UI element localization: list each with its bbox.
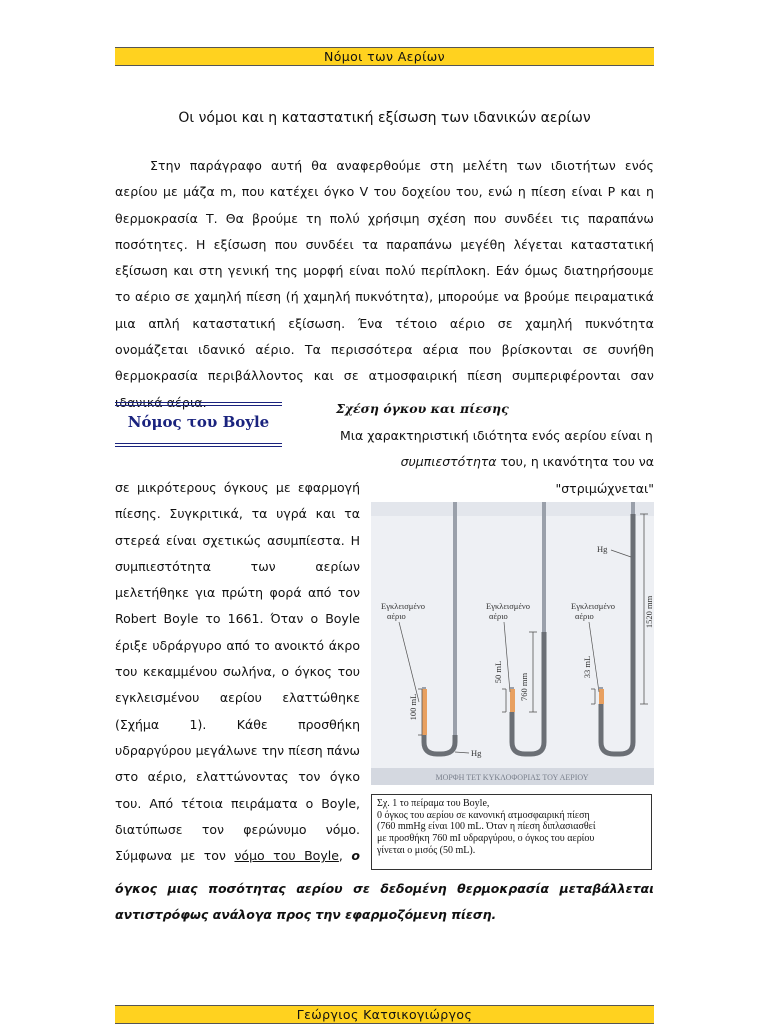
figure-illustration xyxy=(371,502,654,785)
boyle-law-link[interactable]: νόμο του Boyle xyxy=(234,848,339,864)
gas-label-1-line2: αέριο xyxy=(387,611,406,621)
law-line1: όγκος μιας ποσότητας αερίου σε δεδομένη θερμοκρασία μεταβάλλεται xyxy=(115,881,654,896)
gas-label-1-line1: Εγκλεισμένο xyxy=(381,601,426,611)
last-line-prefix: Σύμφωνα με τον xyxy=(115,848,235,864)
text-line: στο αέριο, ελαττώνοντας τον όγκο xyxy=(115,769,360,785)
intro-paragraph xyxy=(115,153,654,416)
section-title: Οι νόμοι και η καταστατική εξίσωση των ιδανικών αερίων xyxy=(178,110,591,126)
header-bar xyxy=(115,47,654,66)
subsection-heading: Σχέση όγκου και πίεσης xyxy=(336,401,509,416)
boyle-history-column xyxy=(115,475,360,869)
figure-caption xyxy=(371,794,652,870)
text-line-last xyxy=(115,843,360,869)
law-start-word: ο xyxy=(351,848,360,864)
compressibility-line2-rest: του, η ικανότητα του να "στριμώχνεται" xyxy=(496,454,654,496)
law-line2: αντιστρόφως ανάλογα προς την εφαρμοζόμενη πίεση. xyxy=(115,907,497,923)
volume-label-1: 100 mL xyxy=(408,693,418,721)
gas-label-2-line2: αέριο xyxy=(489,611,508,621)
text-line: του κεκαμμένου σωλήνα, ο όγκος του xyxy=(115,664,360,680)
text-line: Robert Boyle το 1661. Όταν ο Boyle xyxy=(115,611,360,627)
gas-label-3-line2: αέριο xyxy=(575,611,594,621)
text-line: πίεσης. Συγκριτικά, τα υγρά και τα xyxy=(115,506,360,522)
caption-line: (760 mmHg είναι 100 mL. Όταν η πίεση διπλασιασθεί xyxy=(377,821,596,833)
boyle-law-title: Νόμος του Boyle xyxy=(127,413,270,431)
boyle-law-statement xyxy=(115,876,654,929)
boyle-experiment-figure xyxy=(371,502,654,785)
header-title: Νόμοι των Αερίων xyxy=(323,49,446,64)
caption-line: με προσθήκη 760 mΙ υδραργύρου, ο όγκος του αερίου xyxy=(377,833,595,845)
hg-label-3: Hg xyxy=(597,544,608,554)
volume-label-3: 33 mL xyxy=(582,655,592,679)
text-line: του. Από τέτοια πειράματα ο Boyle, xyxy=(115,795,360,811)
text-line: εγκλεισμένου αερίου ελαττώθηκε xyxy=(115,690,360,706)
compressibility-line1: Μια χαρακτηριστική ιδιότητα ενός αερίου είναι η xyxy=(340,428,653,443)
caption-line: γίνεται ο μισός (50 mL). xyxy=(377,844,476,856)
text-line: υδραργύρου μεγάλωνε την πίεση πάνω xyxy=(115,742,360,758)
boyle-law-box xyxy=(115,402,282,448)
caption-line: Σχ. 1 το πείραμα του Boyle, xyxy=(377,798,490,809)
caption-line: 0 όγκος του αερίου σε κανονική ατμοσφαιρική πίεση xyxy=(377,809,590,821)
text-line: διατύπωσε τον φερώνυμο νόμο. xyxy=(115,821,360,837)
hg-label-1: Hg xyxy=(471,748,482,758)
text-line: μελετήθηκε για πρώτη φορά από τον xyxy=(115,585,360,601)
gas-label-3-line1: Εγκλεισμένο xyxy=(571,601,616,611)
figure-bottom-strip: ΜΟΡΦΗ ΤΕΤ ΚΥΚΛΟΦΟΡΙΑΣ ΤΟΥ ΑΕΡΙΟΥ xyxy=(435,773,589,782)
text-line: συμπιεστότητα των αερίων xyxy=(115,558,360,574)
volume-label-2: 50 mL xyxy=(493,660,503,684)
mm-label-1520: 1520 mm xyxy=(644,595,654,629)
footer-author: Γεώργιος Κατσικογιώργος xyxy=(296,1007,473,1022)
text-line: στερεά είναι σχετικώς ασυμπίεστα. Η xyxy=(115,532,360,548)
text-line: έριξε υδράργυρο από το ανοικτό άκρο xyxy=(115,637,360,653)
footer-bar xyxy=(115,1005,654,1024)
mm-label-760: 760 mm xyxy=(519,672,529,702)
text-line: σε μικρότερους όγκους με εφαρμογή xyxy=(115,480,360,495)
intro-text: Στην παράγραφο αυτή θα αναφερθούμε στη μελέτη των ιδιοτήτων ενός αερίου με μάζα m, που κατέχει όγκο V του δοχείου του, ενώ η πίεση είναι P και η θερμοκρασία Τ. Θα βρούμε τη πολύ χρήσιμη σχέση που συνδέει τις παραπάνω ποσότητες. Η εξίσωση που συνδέει τα παραπάνω μεγέθη λέγεται καταστατική εξίσωση και στη γενική της μορφή είναι πολύ περίπλοκη. Εάν όμως διατηρήσουμε το αέριο σε χαμηλή πίεση (ή χαμηλή πυκνότητα), μπορούμε να βρούμε πειραματικά μια απλή καταστατική εξίσωση. Ένα τέτοιο αέριο σε χαμηλή πυκνότητα ονομάζεται ιδανικό αέριο. Τα περισσότερα αέρια που βρίσκονται σε συνήθη θερμοκρασία περιβάλλοντος και σε ατμοσφαιρική πίεση συμπεριφέρονται σαν ιδανικά αέρια. xyxy=(115,158,654,410)
compressibility-term: συμπιεστότητα xyxy=(400,454,497,470)
last-line-sep: , xyxy=(338,848,352,864)
gas-label-2-line1: Εγκλεισμένο xyxy=(486,601,531,611)
text-line: (Σχήμα 1). Κάθε προσθήκη xyxy=(115,716,360,732)
